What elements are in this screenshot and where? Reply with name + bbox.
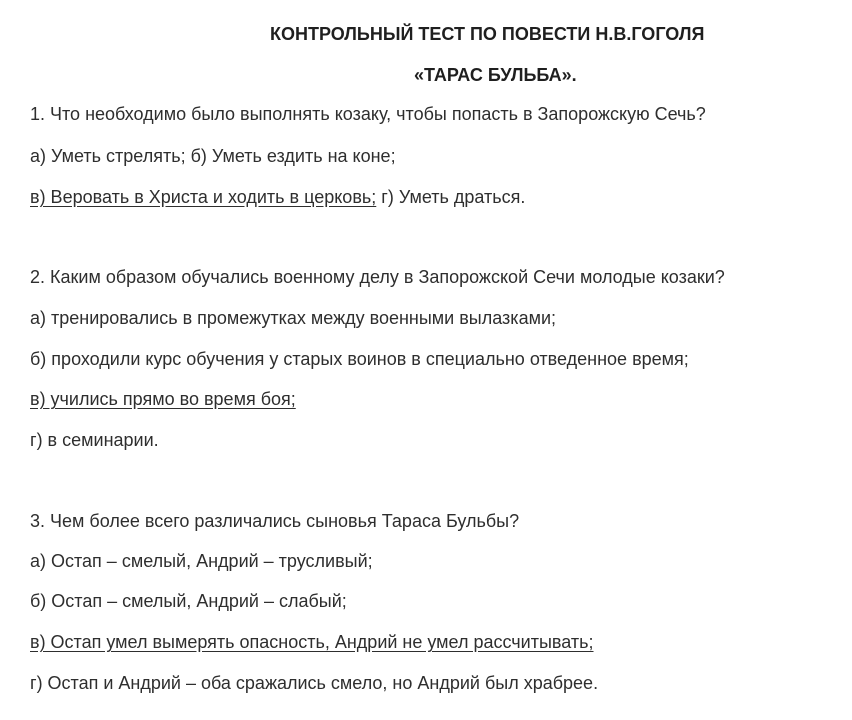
- question-3-option-d: г) Остап и Андрий – оба сражались смело, но Андрий был храбрее.: [30, 673, 599, 693]
- question-3-correct-answer: в) Остап умел вымерять опасность, Андрий не умел рассчитывать;: [30, 632, 594, 652]
- question-2-option-b: б) проходили курс обучения у старых воинов в специально отведенное время;: [30, 349, 689, 369]
- question-3-option-b: б) Остап – смелый, Андрий – слабый;: [30, 591, 347, 611]
- question-3-option-a: а) Остап – смелый, Андрий – трусливый;: [30, 551, 373, 571]
- question-2-option-d: г) в семинарии.: [30, 430, 159, 450]
- question-1-options-ab: а) Уметь стрелять; б) Уметь ездить на коне;: [30, 146, 396, 166]
- question-2: 2. Каким образом обучались военному делу в Запорожской Сечи молодые козаки?: [30, 267, 725, 287]
- question-1-correct-answer: в) Веровать в Христа и ходить в церковь;: [30, 187, 377, 207]
- question-1-options-cd: [30, 187, 525, 208]
- question-2-option-a: а) тренировались в промежутках между военными вылазками;: [30, 308, 557, 328]
- document-title: КОНТРОЛЬНЫЙ ТЕСТ ПО ПОВЕСТИ Н.В.ГОГОЛЯ: [270, 24, 705, 44]
- document-subtitle: «ТАРАС БУЛЬБА».: [414, 65, 577, 85]
- question-1: 1. Что необходимо было выполнять козаку, чтобы попасть в Запорожскую Сечь?: [30, 104, 706, 124]
- question-2-correct-answer: в) учились прямо во время боя;: [30, 389, 296, 409]
- question-1-option-d: г) Уметь драться.: [376, 187, 526, 207]
- question-3: 3. Чем более всего различались сыновья Тараса Бульбы?: [30, 511, 520, 531]
